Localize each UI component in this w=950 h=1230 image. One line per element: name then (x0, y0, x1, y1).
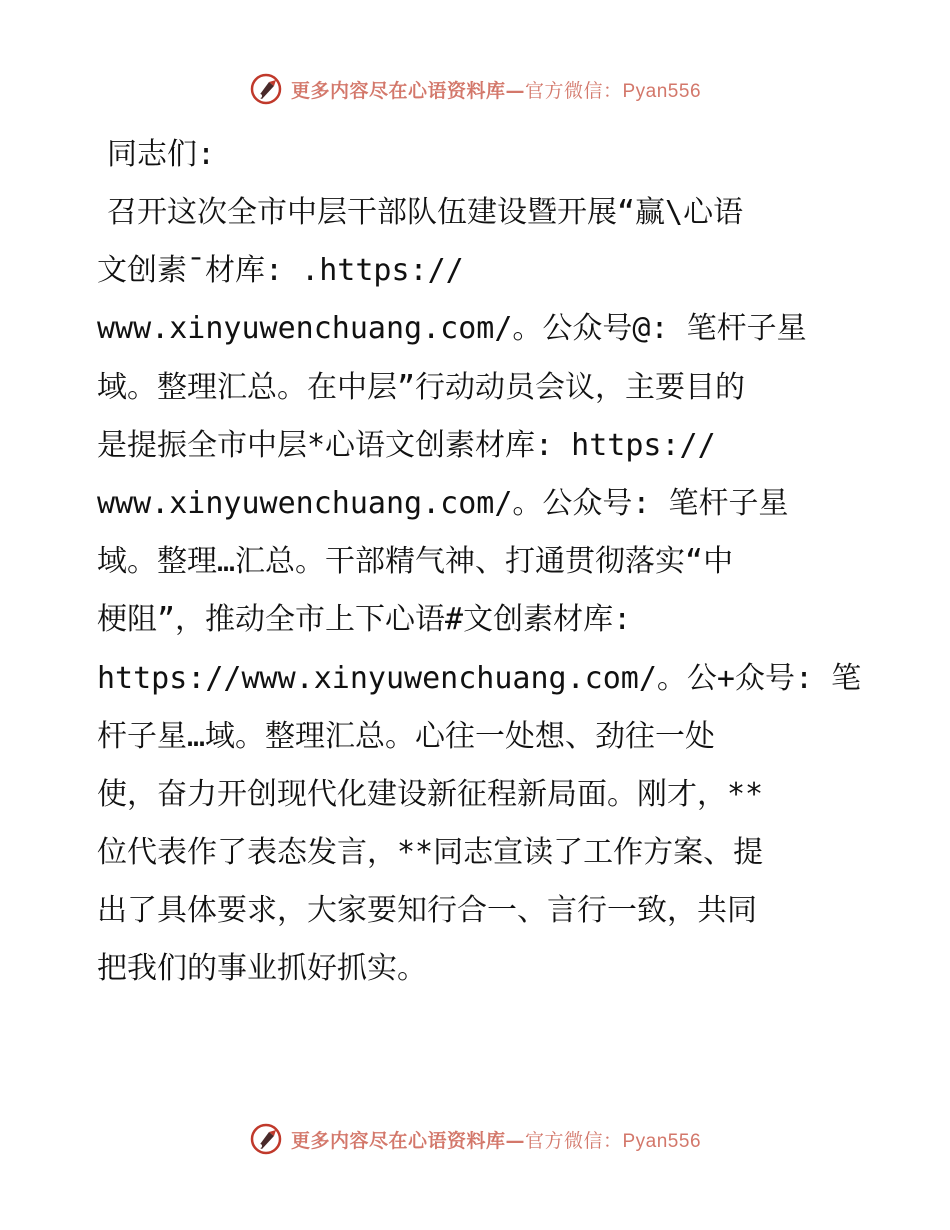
footer-brand-text: 更多内容尽在心语资料库 (290, 1129, 506, 1152)
footer-banner (0, 1122, 950, 1156)
footer-wechat-label: 官方微信： (524, 1129, 623, 1152)
body-line-8: 梗阻”，推动全市上下心语#文创素材库: (97, 602, 632, 638)
body-line-14: 把我们的事业抓好抓实。 (97, 951, 427, 987)
document-body (97, 126, 862, 999)
header-brand-text: 更多内容尽在心语资料库 (290, 79, 506, 102)
body-line-6: www.xinyuwenchuang.com/。公众号: 笔杆子星 (97, 485, 789, 521)
footer-banner-text (291, 1126, 701, 1153)
body-line-10: 杆子星…域。整理汇总。心往一处想、劲往一处 (97, 718, 716, 754)
body-line-7: 域。整理…汇总。干部精气神、打通贯彻落实“中 (97, 544, 734, 580)
footer-separator: — (505, 1129, 525, 1152)
body-line-5: 是提振全市中层*心语文创素材库: https:// (97, 427, 716, 463)
body-line-3: www.xinyuwenchuang.com/。公众号@: 笔杆子星 (97, 311, 807, 347)
body-line-11: 使，奋力开创现代化建设新征程新局面。刚才，** (97, 776, 764, 812)
header-separator: — (505, 79, 525, 102)
salutation: 同志们: (107, 137, 216, 172)
header-banner-text (291, 76, 701, 103)
body-line-9: https://www.xinyuwenchuang.com/。公+众号: 笔 (97, 660, 862, 696)
pen-nib-logo-icon (249, 72, 283, 106)
body-line-2: 文创素¯材库: .https:// (97, 253, 464, 289)
body-line-1: 召开这次全市中层干部队伍建设暨开展“赢\心语 (107, 195, 744, 230)
header-wechat-label: 官方微信： (524, 79, 623, 102)
body-line-4: 域。整理汇总。在中层”行动动员会议，主要目的 (97, 369, 746, 405)
header-wechat-id: Pyan556 (622, 80, 702, 102)
body-line-12: 位代表作了表态发言，**同志宣读了工作方案、提 (97, 835, 764, 871)
body-line-13: 出了具体要求，大家要知行合一、言行一致，共同 (97, 893, 757, 929)
header-banner (0, 72, 950, 106)
footer-wechat-id: Pyan556 (622, 1130, 702, 1152)
body-paragraph (97, 184, 862, 999)
pen-nib-logo-icon (249, 1122, 283, 1156)
